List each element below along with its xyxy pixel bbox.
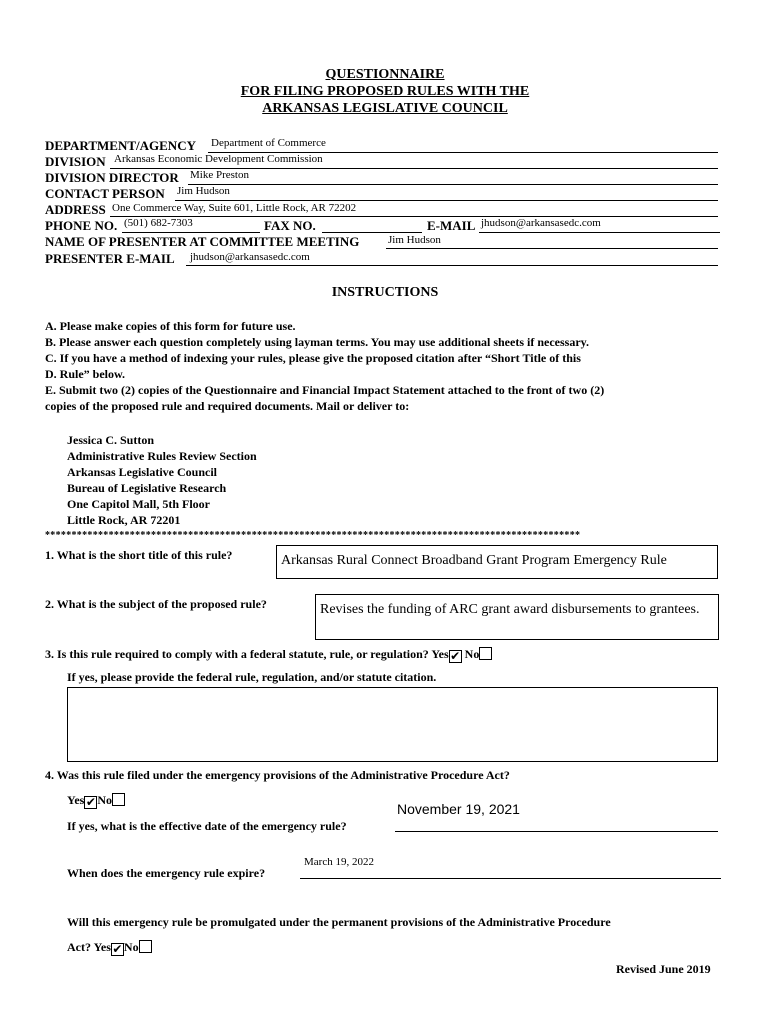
q4-permanent-act: Act? — [67, 940, 91, 954]
q4-effective-date-label: If yes, what is the effective date of the emergency rule? — [67, 819, 347, 833]
question-3-text: 3. Is this rule required to comply with a federal statute, rule, or regulation? — [45, 647, 429, 661]
q4-no-label: No — [97, 793, 113, 807]
email-line — [479, 232, 720, 233]
q3-no-label: No — [464, 647, 480, 661]
contact-label: CONTACT PERSON — [45, 186, 165, 201]
instructions-heading: INSTRUCTIONS — [331, 285, 439, 300]
division-label: DIVISION — [45, 154, 106, 169]
question-3 — [45, 647, 492, 663]
address-line-2: Administrative Rules Review Section — [67, 449, 257, 463]
q4-expire-date-line — [300, 878, 721, 879]
contact-field[interactable]: Jim Hudson — [177, 185, 230, 197]
q1-answer: Arkansas Rural Connect Broadband Grant Program Emergency Rule — [281, 553, 667, 568]
director-field[interactable]: Mike Preston — [190, 169, 249, 181]
presenter-label: NAME OF PRESENTER AT COMMITTEE MEETING — [45, 234, 360, 249]
address-line-5: One Capitol Mall, 5th Floor — [67, 497, 210, 511]
phone-line — [122, 232, 260, 233]
email-label: E-MAIL — [427, 218, 476, 233]
q4-permanent-no-label: No — [123, 940, 139, 954]
q3-yes-checkbox[interactable]: ✔ — [450, 649, 461, 663]
q4-permanent-no-checkbox[interactable] — [139, 940, 152, 953]
q4-effective-date-value[interactable]: November 19, 2021 — [397, 801, 520, 817]
q4-expire-date-value[interactable]: March 19, 2022 — [304, 856, 374, 868]
address-line-4: Bureau of Legislative Research — [67, 481, 227, 495]
instructions-list — [45, 318, 604, 414]
question-3-followup: If yes, please provide the federal rule, regulation, and/or statute citation. — [67, 670, 437, 684]
q4-yes-checkbox[interactable]: ✔ — [85, 795, 96, 809]
question-4: 4. Was this rule filed under the emergency provisions of the Administrative Procedure Act? — [45, 768, 510, 782]
presenter-email-field[interactable]: jhudson@arkansasedc.com — [190, 251, 310, 263]
fax-line — [322, 232, 422, 233]
q3-no-checkbox[interactable] — [479, 647, 492, 660]
revision-note: Revised June 2019 — [616, 962, 711, 976]
director-label: DIVISION DIRECTOR — [45, 170, 179, 185]
presenter-line — [386, 248, 718, 249]
presenter-email-line — [186, 265, 718, 266]
instruction-item: C. If you have a method of indexing your rules, please give the proposed citation after “Short Title of this — [45, 351, 581, 365]
q4-permanent-question: Will this emergency rule be promulgated under the permanent provisions of the Administrative Procedure — [67, 915, 611, 929]
q2-answer-box[interactable] — [315, 594, 719, 640]
q1-answer-box[interactable] — [276, 545, 718, 579]
title-line-3: ARKANSAS LEGISLATIVE COUNCIL — [262, 101, 508, 116]
presenter-email-label: PRESENTER E-MAIL — [45, 251, 175, 266]
q2-answer: Revises the funding of ARC grant award disbursements to grantees. — [320, 602, 700, 617]
q3-citation-box[interactable] — [67, 687, 718, 762]
instruction-item: D. Rule” below. — [45, 367, 126, 381]
instruction-item: copies of the proposed rule and required documents. Mail or deliver to: — [45, 399, 410, 413]
phone-field[interactable]: (501) 682-7303 — [124, 217, 193, 229]
department-label: DEPARTMENT/AGENCY — [45, 138, 196, 153]
address-label: ADDRESS — [45, 202, 106, 217]
q4-yes-label: Yes — [67, 793, 85, 807]
q4-permanent-answer — [67, 940, 152, 956]
q4-yes-no — [67, 793, 125, 809]
fax-label: FAX NO. — [264, 218, 316, 233]
instruction-item: E. Submit two (2) copies of the Questionnaire and Financial Impact Statement attached to the front of two (2) — [45, 383, 605, 397]
q4-expire-date-label: When does the emergency rule expire? — [67, 866, 266, 880]
mailing-address — [67, 432, 257, 528]
division-field[interactable]: Arkansas Economic Development Commission — [114, 153, 323, 165]
q4-permanent-yes-label: Yes — [93, 940, 111, 954]
address-line-3: Arkansas Legislative Council — [67, 465, 218, 479]
question-1: 1. What is the short title of this rule? — [45, 548, 233, 562]
presenter-field[interactable]: Jim Hudson — [388, 234, 441, 246]
q4-permanent-yes-checkbox[interactable]: ✔ — [112, 942, 123, 956]
address-field[interactable]: One Commerce Way, Suite 601, Little Rock, AR 72202 — [112, 202, 357, 214]
title-line-1: QUESTIONNAIRE — [325, 67, 445, 82]
department-field[interactable]: Department of Commerce — [211, 137, 326, 149]
address-line-6: Little Rock, AR 72201 — [67, 513, 181, 527]
q4-effective-date-line — [395, 831, 718, 832]
q4-no-checkbox[interactable] — [112, 793, 125, 806]
instruction-item: A. Please make copies of this form for future use. — [45, 319, 296, 333]
contact-line — [175, 200, 718, 201]
title-line-2: FOR FILING PROPOSED RULES WITH THE — [240, 84, 530, 99]
instruction-item: B. Please answer each question completely using layman terms. You may use additional sheets if necessary. — [45, 335, 589, 349]
question-2: 2. What is the subject of the proposed rule? — [45, 597, 267, 611]
address-line — [110, 216, 718, 217]
separator-line: ***************************************************************************************************** — [45, 530, 581, 541]
address-line-1: Jessica C. Sutton — [67, 433, 155, 447]
q3-yes-label: Yes — [431, 647, 449, 661]
email-field[interactable]: jhudson@arkansasedc.com — [481, 217, 601, 229]
phone-label: PHONE NO. — [45, 218, 118, 233]
director-line — [188, 184, 718, 185]
form-title — [0, 66, 770, 117]
